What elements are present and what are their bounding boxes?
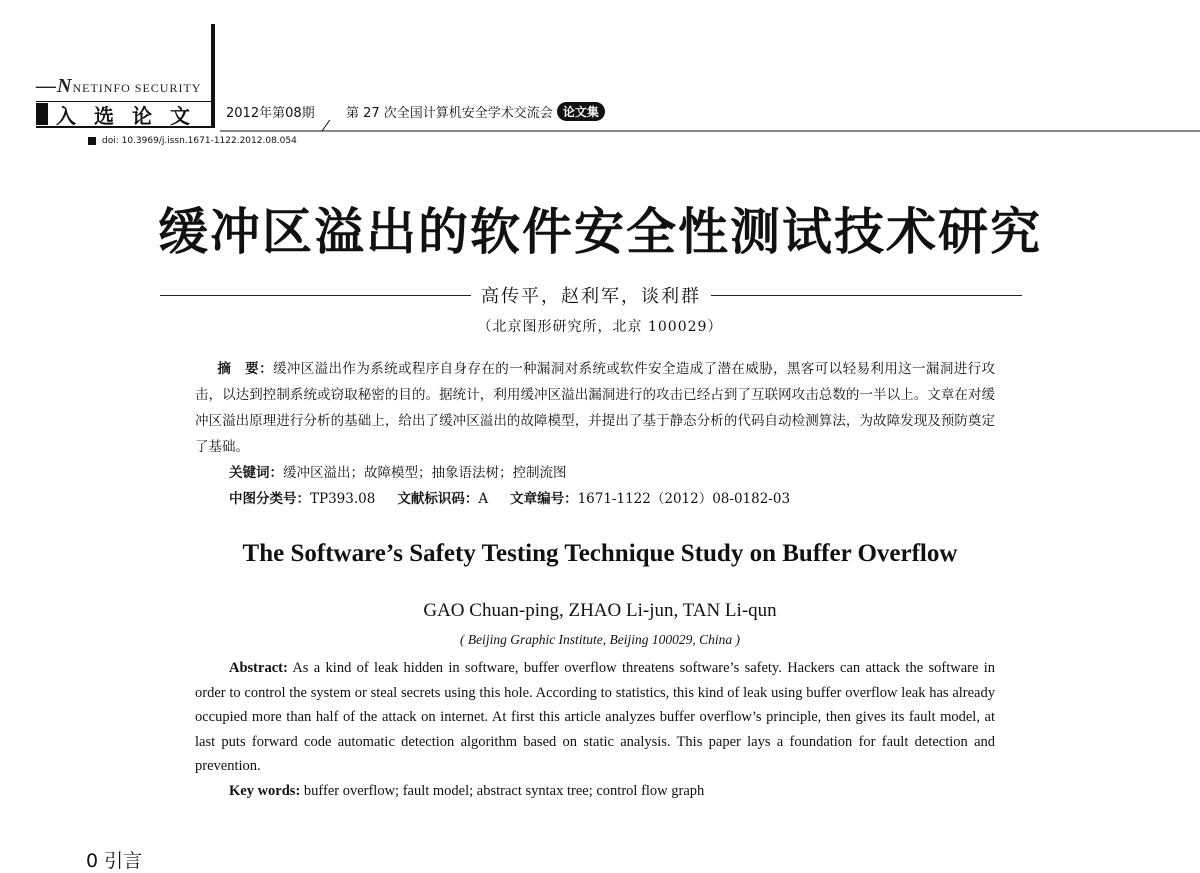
article-title-cn: 缓冲区溢出的软件安全性测试技术研究 [158, 202, 1042, 261]
section-tag-label: 入选论文 [56, 103, 208, 128]
section-tag-block [36, 103, 48, 125]
authors-en: GAO Chuan-ping, ZHAO Li-jun, TAN Li-qun [423, 600, 777, 621]
issue-number: 2012年第08期 [226, 106, 315, 121]
journal-logo [36, 75, 201, 98]
abstract-cn-text: 缓冲区溢出作为系统或程序自身存在的一种漏洞对系统或软件安全造成了潜在威胁，黑客可以轻易利用这一漏洞进行攻击，以达到控制系统或窃取秘密的目的。据统计，利用缓冲区溢出漏洞进行的攻击已经占到了互联网攻击总数的一半以上。文章在对缓冲区溢出原理进行分析的基础上，给出了缓冲区溢出的故障模型，并提出了基于静态分析的代码自动检测算法，为故障发现及预防奠定了基础。 [195, 361, 996, 455]
conference-badge: 论文集 [557, 102, 605, 121]
clc-value: TP393.08 [310, 491, 376, 507]
authors-cn: 高传平，赵利军，谈利群 [481, 286, 701, 307]
article-no-label: 文章编号： [510, 491, 578, 507]
abstract-en-text: As a kind of leak hidden in software, buffer overflow threatens software’s safety. Hackers can attack the software in order to control the system or steal secrets using this hole. According to statistics, this kind of leak using buffer overflow leak has already occupied more than half of the attack on internet. At first this article analyzes buffer overflow’s principle, then gives its fault model, at last puts forward code automatic detection algorithm based on static analysis. This paper lays a foundation for fault detection and prevention. [195, 660, 995, 774]
keywords-en-label: Key words: [229, 783, 301, 799]
keywords-cn [229, 461, 567, 481]
doi-bullet-icon [88, 137, 96, 145]
keywords-cn-label: 关键词： [229, 465, 283, 481]
keywords-en [229, 783, 704, 800]
journal-brand-text: NETINFO SECURITY [72, 81, 202, 95]
journal-logo-mark: —N [36, 75, 73, 97]
doc-code-value: A [478, 491, 489, 507]
abstract-en [195, 656, 995, 779]
abstract-cn [195, 356, 995, 460]
affiliation-en [0, 632, 1200, 648]
article-no-value: 1671-1122（2012）08-0182-03 [577, 491, 791, 507]
classification-line [229, 487, 790, 507]
conference-label: 第 27 次全国计算机安全学术交流会 [346, 106, 553, 121]
section-heading: 0 引言 [86, 850, 143, 872]
doc-code-label: 文献标识码： [397, 491, 479, 507]
clc-label: 中图分类号： [229, 491, 310, 507]
doi-line [88, 136, 297, 146]
header-rule [220, 120, 1200, 132]
conference-name [346, 102, 605, 121]
author-line-cn [160, 282, 1022, 308]
author-right-rule [711, 295, 1022, 296]
section-tag [36, 101, 212, 128]
keywords-cn-text: 缓冲区溢出；故障模型；抽象语法树；控制流图 [283, 465, 567, 481]
affiliation-en-text: ( Beijing Graphic Institute, Beijing 100029, China ) [459, 632, 741, 647]
keywords-en-text: buffer overflow; fault model; abstract syntax tree; control flow graph [303, 783, 705, 799]
affiliation-cn: （北京图形研究所，北京 100029） [477, 319, 723, 335]
abstract-en-label: Abstract: [229, 660, 288, 676]
author-left-rule [160, 295, 471, 296]
abstract-cn-label: 摘 要： [217, 361, 273, 377]
article-title-en: The Software’s Safety Testing Technique Study on Buffer Overflow [242, 540, 958, 567]
doi-text[interactable]: doi: 10.3969/j.issn.1671-1122.2012.08.054 [102, 136, 297, 146]
